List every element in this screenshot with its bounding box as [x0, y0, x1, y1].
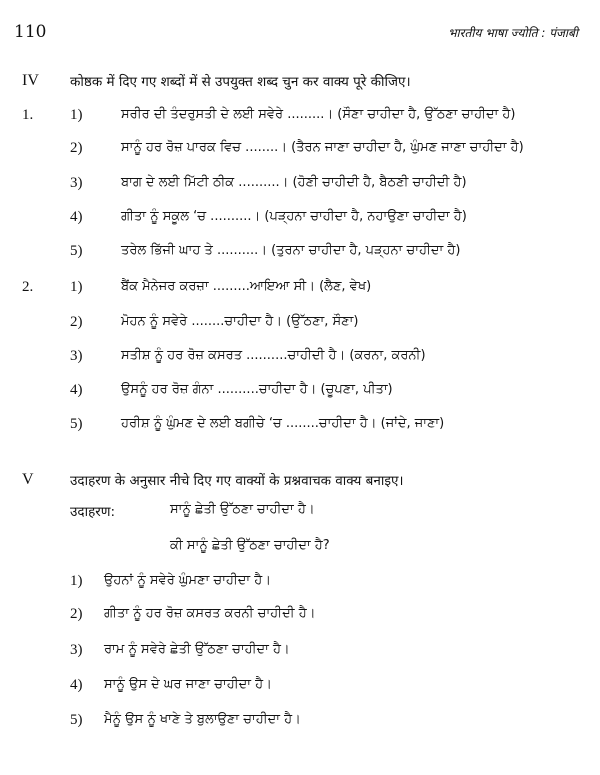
item-number: 3) — [70, 642, 83, 658]
exercise-sentence: ਮੋਹਨ ਨੂੰ ਸਵੇਰੇ ........ਚਾਹੀਦਾ ਹੈ। (ਉੱਠਣਾ, ਸੌਣਾ) — [121, 314, 359, 329]
exercise-sentence: ਹਰੀਸ਼ ਨੂੰ ਘੁੰਮਣ ਦੇ ਲਈ ਬਗੀਚੇ ‘ਚ ........ਚਾਹੀਦਾ ਹੈ। (ਜਾਂਦੇ, ਜਾਣਾ) — [121, 416, 445, 431]
item-number: 2) — [70, 606, 83, 622]
group-1-label: 1. — [22, 107, 34, 123]
exercise-sentence: ਸਾਨੂੰ ਹਰ ਰੋਜ਼ ਪਾਰਕ ਵਿਚ ........। (ਤੈਰਨ ਜਾਣਾ ਚਾਹੀਦਾ ਹੈ, ਘੁੰਮਣ ਜਾਣਾ ਚਾਹੀਦਾ ਹੈ) — [121, 140, 524, 155]
item-number: 5) — [70, 712, 83, 728]
item-number: 4) — [70, 677, 83, 693]
exercise-sentence: ਸਤੀਸ਼ ਨੂੰ ਹਰ ਰੋਜ਼ ਕਸਰਤ ..........ਚਾਹੀਦੀ ਹੈ। (ਕਰਨਾ, ਕਰਨੀ) — [121, 348, 426, 363]
example-sentence: ਸਾਨੂੰ ਛੇਤੀ ਉੱਠਣਾ ਚਾਹੀਦਾ ਹੈ। — [170, 502, 315, 517]
section-iv-instruction: कोष्ठक में दिए गए शब्दों में से उपयुक्त शब्द चुन कर वाक्य पूरे कीजिए। — [70, 74, 411, 90]
exercise-sentence: ਉਹਨਾਂ ਨੂੰ ਸਵੇਰੇ ਘੁੰਮਣਾ ਚਾਹੀਦਾ ਹੈ। — [104, 573, 272, 588]
item-number: 1) — [70, 107, 83, 123]
exercise-sentence: ਸਰੀਰ ਦੀ ਤੰਦਰੁਸਤੀ ਦੇ ਲਈ ਸਵੇਰੇ .........। (ਸੌਣਾ ਚਾਹੀਦਾ ਹੈ, ਉੱਠਣਾ ਚਾਹੀਦਾ ਹੈ) — [121, 107, 516, 122]
exercise-sentence: ਗੀਤਾ ਨੂੰ ਸਕੂਲ ‘ਚ ..........। (ਪੜ੍ਹਨਾ ਚਾਹੀਦਾ ਹੈ, ਨਹਾਉਣਾ ਚਾਹੀਦਾ ਹੈ) — [121, 209, 467, 224]
item-number: 1) — [70, 573, 83, 589]
item-number: 3) — [70, 175, 83, 191]
exercise-sentence: ਤਰੇਲ ਭਿੱਜੀ ਘਾਹ ਤੇ ..........। (ਤੁਰਨਾ ਚਾਹੀਦਾ ਹੈ, ਪੜ੍ਹਨਾ ਚਾਹੀਦਾ ਹੈ) — [121, 243, 461, 258]
section-v-label: V — [22, 471, 34, 488]
section-v-instruction: उदाहरण के अनुसार नीचे दिए गए वाक्यों के प्रश्नवाचक वाक्य बनाइए। — [70, 473, 404, 489]
item-number: 5) — [70, 416, 83, 432]
item-number: 4) — [70, 382, 83, 398]
section-iv-label: IV — [22, 72, 39, 89]
group-2-label: 2. — [22, 279, 34, 295]
exercise-sentence: ਗੀਤਾ ਨੂੰ ਹਰ ਰੋਜ਼ ਕਸਰਤ ਕਰਨੀ ਚਾਹੀਦੀ ਹੈ। — [104, 606, 316, 621]
item-number: 2) — [70, 140, 83, 156]
exercise-sentence: ਉਸਨੂੰ ਹਰ ਰੋਜ਼ ਗੰਨਾ ..........ਚਾਹੀਦਾ ਹੈ। (ਚੂਪਣਾ, ਪੀਤਾ) — [121, 382, 393, 397]
page-number: 110 — [14, 22, 47, 42]
item-number: 3) — [70, 348, 83, 364]
item-number: 5) — [70, 243, 83, 259]
exercise-sentence: ਸਾਨੂੰ ਉਸ ਦੇ ਘਰ ਜਾਣਾ ਚਾਹੀਦਾ ਹੈ। — [104, 677, 272, 692]
exercise-sentence: ਮੈਨੂੰ ਉਸ ਨੂੰ ਖਾਣੇ ਤੇ ਬੁਲਾਉਣਾ ਚਾਹੀਦਾ ਹੈ। — [104, 712, 301, 727]
item-number: 2) — [70, 314, 83, 330]
example-label: उदाहरण: — [70, 504, 116, 520]
exercise-sentence: ਬਾਗ ਦੇ ਲਈ ਮਿੱਟੀ ਠੀਕ ..........। (ਹੋਣੀ ਚਾਹੀਦੀ ਹੈ, ਬੈਠਣੀ ਚਾਹੀਦੀ ਹੈ) — [121, 175, 467, 190]
item-number: 1) — [70, 279, 83, 295]
exercise-sentence: ਬੈਂਕ ਮੈਨੇਜਰ ਕਰਜ਼ਾ .........ਆਇਆ ਸੀ। (ਲੈਣ, ਵੇਖ) — [121, 279, 372, 294]
example-question: ਕੀ ਸਾਨੂੰ ਛੇਤੀ ਉੱਠਣਾ ਚਾਹੀਦਾ ਹੈ? — [170, 538, 330, 553]
item-number: 4) — [70, 209, 83, 225]
running-header: भारतीय भाषा ज्योति : पंजाबी — [448, 26, 578, 40]
exercise-sentence: ਰਾਮ ਨੂੰ ਸਵੇਰੇ ਛੇਤੀ ਉੱਠਣਾ ਚਾਹੀਦਾ ਹੈ। — [104, 642, 290, 657]
